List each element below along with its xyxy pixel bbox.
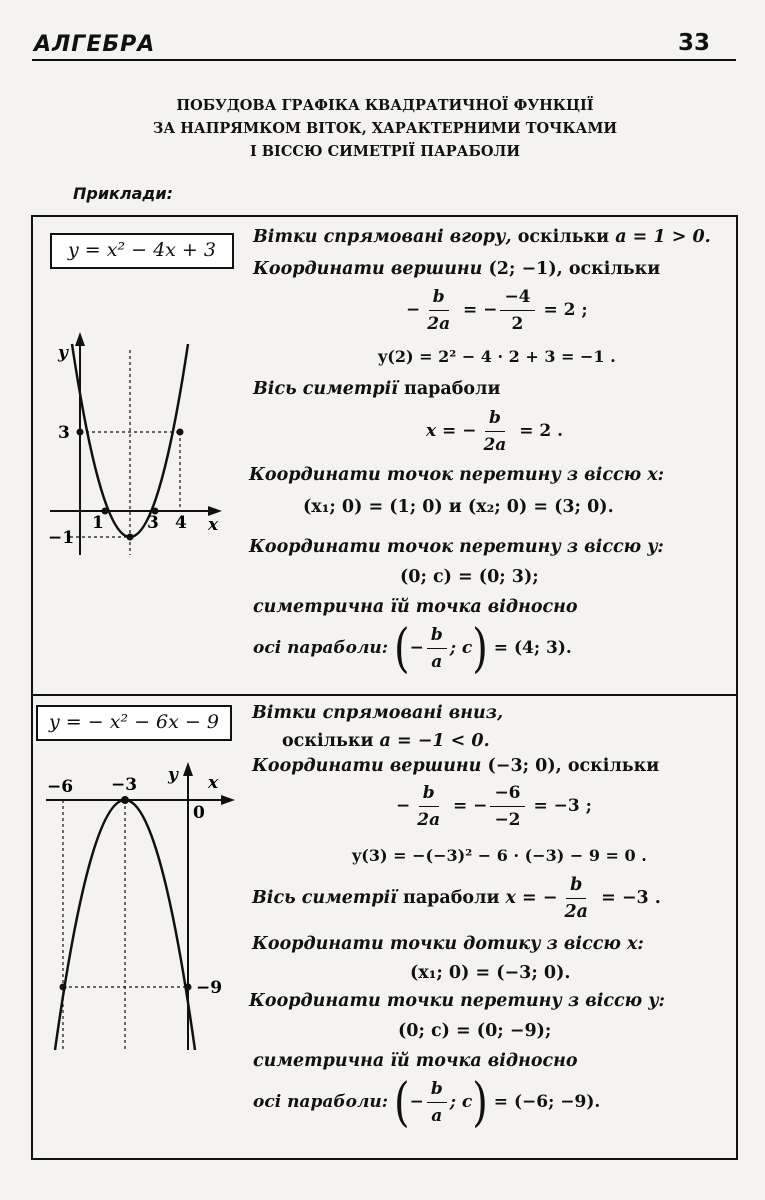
example2-vertex-label: Координати вершини xyxy=(252,756,482,776)
fraction xyxy=(560,872,592,925)
tick-label-neg3: −3 xyxy=(111,775,138,795)
example2-vertex-reason: оскільки xyxy=(567,756,660,776)
y-axis-label: y xyxy=(58,343,68,363)
example1-vertex-calc xyxy=(406,284,588,337)
example2-formula: y = − x² − 6x − 9 xyxy=(36,705,232,741)
header-rule xyxy=(32,59,736,61)
axis-point-label: осі параболи: xyxy=(253,638,389,658)
section-title-line-3: І ВІССЮ СИМЕТРІЇ ПАРАБОЛИ xyxy=(249,143,521,160)
fraction-denominator: a xyxy=(431,1106,443,1126)
example1-formula: y = x² − 4x + 3 xyxy=(50,233,234,269)
right-paren: ) xyxy=(472,618,488,679)
example1-axis-label: Вісь симетрії xyxy=(253,379,398,399)
fraction-numerator: b xyxy=(485,405,505,432)
tick-label-neg6: −6 xyxy=(47,777,74,797)
point-0-neg9 xyxy=(185,984,192,991)
left-paren: ( xyxy=(393,618,410,679)
example1-y-intersect-value: (0; c) = (0; 3); xyxy=(400,567,539,587)
section-title xyxy=(60,94,710,163)
example2-vertex-calc xyxy=(396,780,592,833)
left-paren: ( xyxy=(393,1072,410,1133)
calc-result: = 2 ; xyxy=(543,300,588,320)
x-axis-arrow xyxy=(221,795,235,805)
example1-x-intersect-label: Координати точок перетину з віссю x: xyxy=(249,465,665,485)
fraction-numerator: b xyxy=(427,1076,447,1103)
axis-point-c: ; c xyxy=(449,638,473,658)
minus-sign: − xyxy=(406,300,421,320)
example1-graph xyxy=(40,330,240,560)
tick-label-3: 3 xyxy=(58,423,70,443)
example1-y-calc: y(2) = 2² − 4 · 2 + 3 = −1 . xyxy=(378,347,616,366)
examples-label: Приклади: xyxy=(73,184,173,203)
example1-axis-line xyxy=(253,378,500,400)
example2-y-intersect-value: (0; c) = (0; −9); xyxy=(398,1021,552,1041)
example1-branches-cond: a = 1 > 0. xyxy=(615,227,711,247)
examples-divider xyxy=(31,694,738,696)
tick-label-3x: 3 xyxy=(147,513,159,533)
example2-vertex-line xyxy=(252,755,659,777)
calc-result: = −3 . xyxy=(601,888,661,908)
minus-sign: − xyxy=(409,1092,424,1112)
example2-axis-point xyxy=(253,1072,601,1133)
fraction xyxy=(423,284,454,337)
fraction xyxy=(479,405,510,458)
axis-point-c: ; c xyxy=(449,1092,473,1112)
example2-branches-reason-line xyxy=(282,730,490,752)
y-axis-label: y xyxy=(168,765,178,785)
fraction xyxy=(490,780,524,833)
example2-branches-line xyxy=(252,702,503,724)
example1-axis-word: параболи xyxy=(404,379,501,399)
example2-axis-word: параболи xyxy=(403,888,500,908)
tick-label-1: 1 xyxy=(92,513,104,533)
example1-vertex-value: (2; −1), xyxy=(488,259,563,279)
example2-axis-line xyxy=(252,872,661,925)
fraction-numerator: b xyxy=(566,872,586,899)
example2-y-calc: y(3) = −(−3)² − 6 · (−3) − 9 = 0 . xyxy=(352,846,647,865)
fraction-numerator: b xyxy=(427,622,447,649)
fraction-denominator: a xyxy=(431,652,443,672)
vertex-point xyxy=(121,796,129,804)
tick-label-0: 0 xyxy=(193,803,205,823)
example2-symmetric-label: симетрична їй точка відносно xyxy=(253,1051,578,1071)
fraction-denominator: 2a xyxy=(417,810,441,830)
example1-vertex-line xyxy=(253,258,660,280)
x-axis-label: x xyxy=(208,773,219,793)
y-axis-arrow xyxy=(75,332,85,346)
fraction-numerator: b xyxy=(429,284,449,311)
example2-branches: Вітки спрямовані вниз, xyxy=(252,703,504,723)
example2-tangent-value: (x₁; 0) = (−3; 0). xyxy=(410,963,571,983)
fraction-denominator: 2a xyxy=(427,314,451,334)
fraction-numerator: −4 xyxy=(500,284,534,311)
section-title-line-1: ПОБУДОВА ГРАФІКА КВАДРАТИЧНОЇ ФУНКЦІЇ xyxy=(176,97,594,114)
point-neg6-neg9 xyxy=(60,984,67,991)
point-4-3 xyxy=(177,429,184,436)
fraction-numerator: −6 xyxy=(490,780,524,807)
fraction-numerator: b xyxy=(419,780,439,807)
axis-point-result: = (4; 3). xyxy=(493,638,572,658)
tick-label-neg1: −1 xyxy=(48,528,75,548)
example1-axis-calc xyxy=(426,405,563,458)
example1-symmetric-label: симетрична їй точка відносно xyxy=(253,597,578,617)
axis-lhs: x = − xyxy=(505,888,558,908)
example1-branches-reason: оскільки xyxy=(517,227,610,247)
example1-vertex-label: Координати вершини xyxy=(253,259,483,279)
fraction-denominator: 2 xyxy=(511,314,524,334)
equals-minus: = − xyxy=(453,796,488,816)
minus-sign: − xyxy=(396,796,411,816)
fraction-denominator: 2a xyxy=(564,902,588,922)
y-axis-arrow xyxy=(183,762,193,776)
fraction xyxy=(500,284,534,337)
example1-axis-point xyxy=(253,618,572,679)
axis-lhs: x = − xyxy=(426,421,477,441)
axis-point-result: = (−6; −9). xyxy=(493,1092,601,1112)
fraction xyxy=(413,780,444,833)
example1-branches: Вітки спрямовані вгору, xyxy=(253,227,512,247)
fraction xyxy=(427,622,447,675)
page-number: 33 xyxy=(678,30,711,56)
example2-branches-reason: оскільки xyxy=(282,731,374,751)
example2-axis-label: Вісь симетрії xyxy=(252,888,397,908)
x-axis-label: x xyxy=(208,515,219,535)
example1-x-intersect-value: (x₁; 0) = (1; 0) и (x₂; 0) = (3; 0). xyxy=(303,497,614,517)
example1-vertex-reason: оскільки xyxy=(568,259,661,279)
axis-point-label: осі параболи: xyxy=(253,1092,389,1112)
tick-label-neg9: −9 xyxy=(196,978,223,998)
fraction-denominator: −2 xyxy=(494,810,521,830)
example2-y-intersect-label: Координати точки перетину з віссю y: xyxy=(249,991,665,1011)
example1-y-intersect-label: Координати точок перетину з віссю y: xyxy=(249,537,664,557)
calc-result: = 2 . xyxy=(519,421,564,441)
vertex-point xyxy=(127,534,134,541)
example2-graph xyxy=(36,760,246,1060)
tick-label-4: 4 xyxy=(175,513,187,533)
section-title-line-2: ЗА НАПРЯМКОМ ВІТОК, ХАРАКТЕРНИМИ ТОЧКАМИ xyxy=(152,120,618,137)
example2-tangent-label: Координати точки дотику з віссю x: xyxy=(252,934,644,954)
minus-sign: − xyxy=(409,638,424,658)
example2-branches-cond: a = −1 < 0. xyxy=(379,731,490,751)
section-header-title: АЛГЕБРА xyxy=(34,32,156,57)
point-0-3 xyxy=(77,429,84,436)
fraction-denominator: 2a xyxy=(483,435,507,455)
fraction xyxy=(427,1076,447,1129)
right-paren: ) xyxy=(472,1072,488,1133)
equals-minus: = − xyxy=(463,300,498,320)
calc-result: = −3 ; xyxy=(533,796,592,816)
example2-vertex-value: (−3; 0), xyxy=(487,756,562,776)
example1-branches-line xyxy=(253,226,711,248)
